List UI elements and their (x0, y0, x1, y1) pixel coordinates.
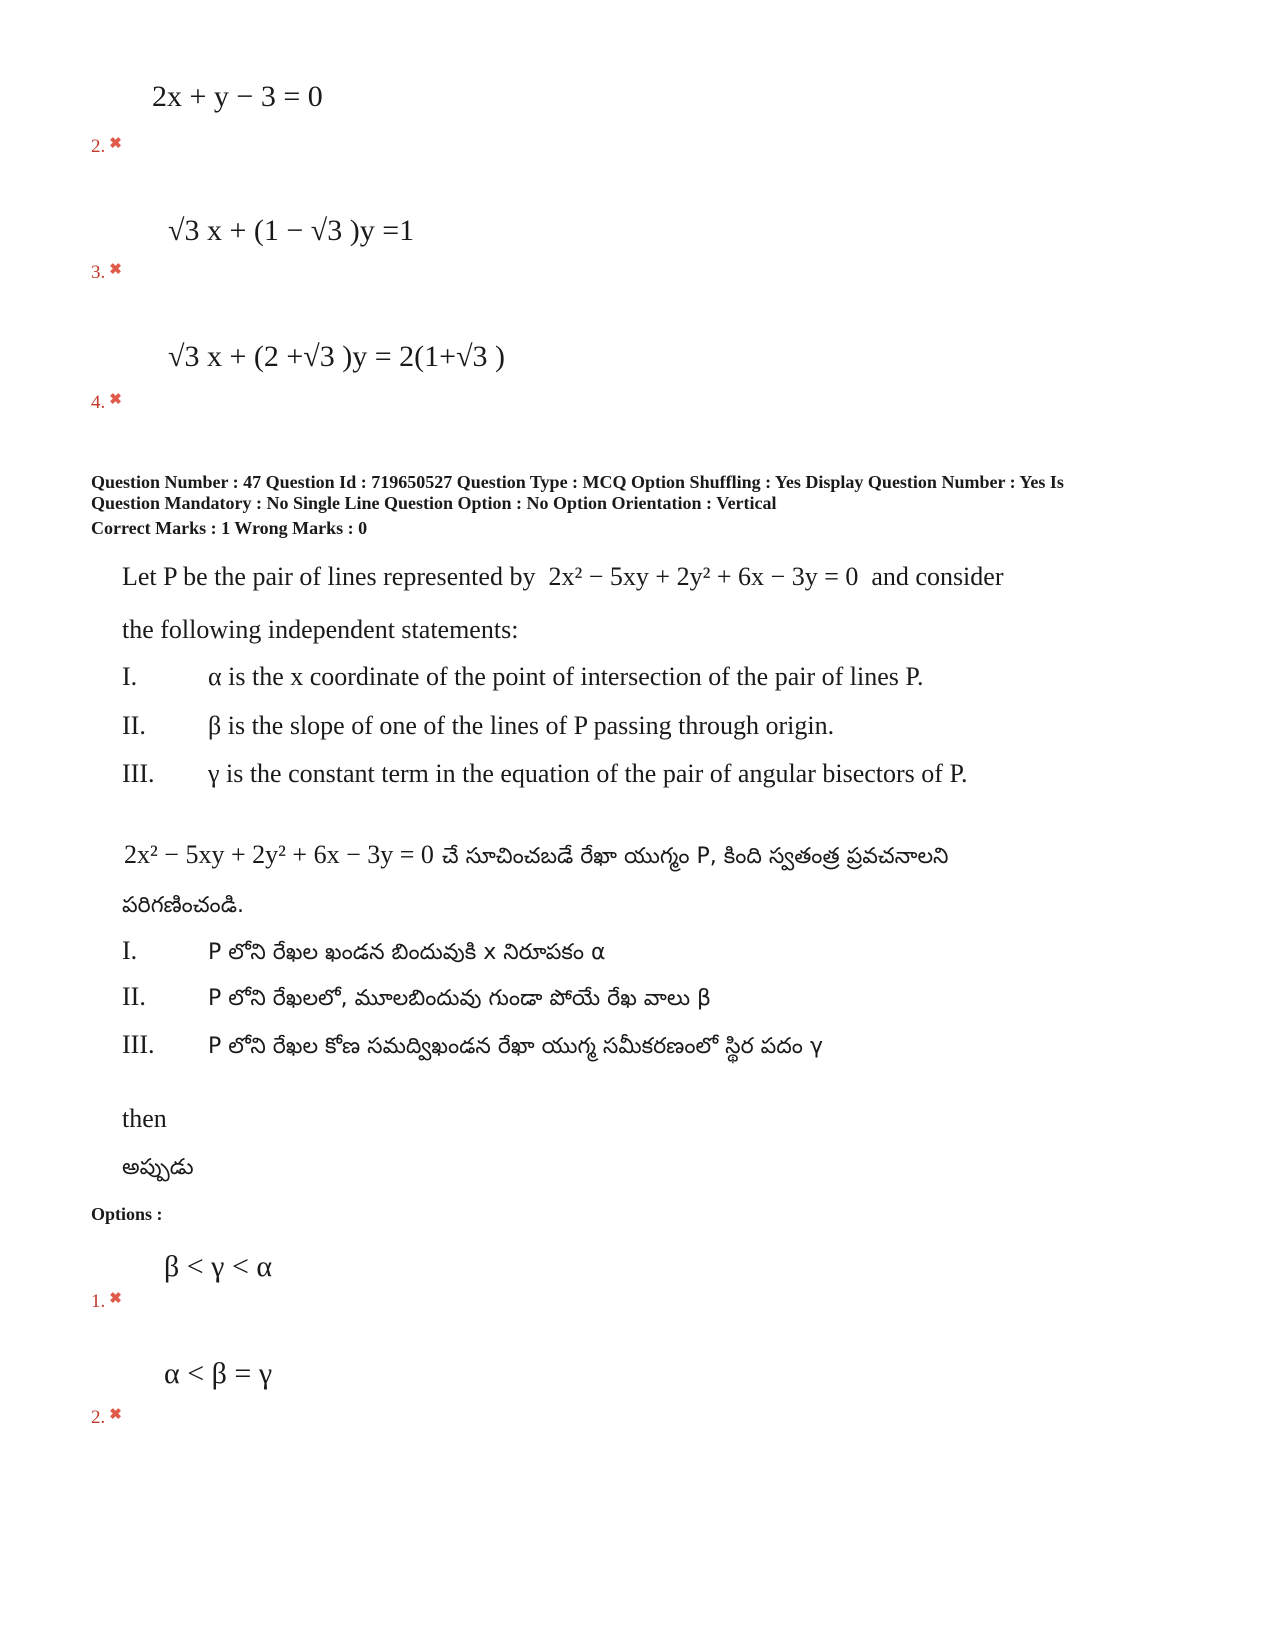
question-intro-en: Let P be the pair of lines represented by 2x² − 5xy + 2y² + 6x − 3y = 0 and consider (122, 562, 1004, 591)
question-intro-te-line2: పరిగణించండి. (122, 893, 244, 918)
then-en: then (122, 1104, 167, 1133)
options-label: Options : (91, 1204, 163, 1224)
wrong-cross-icon: ✖ (109, 1407, 122, 1423)
question-equation-te: 2x² − 5xy + 2y² + 6x − 3y = 0 (124, 840, 434, 869)
question-meta-line2: Question Mandatory : No Single Line Question Option : No Option Orientation : Vertical (91, 493, 777, 513)
option-number: 3. (91, 262, 106, 283)
question-meta-line1: Question Number : 47 Question Id : 719650527 Question Type : MCQ Option Shuffling : Yes Display Question Number : Yes Is (91, 472, 1064, 492)
option-2[interactable] (91, 1405, 122, 1429)
option-1-text: β < γ < α (164, 1250, 273, 1283)
option-number: 1. (91, 1291, 106, 1312)
option-number: 2. (91, 136, 106, 157)
prev-option-2-equation: 2x + y − 3 = 0 (152, 80, 323, 113)
question-intro-te: 2x² − 5xy + 2y² + 6x − 3y = 0 చే సూచించబడే రేఖా యుగ్మం P, కింది స్వతంత్ర ప్రవచనాలని (124, 840, 949, 869)
statement-te-2: II. P లోని రేఖలలో, మూలబిందువు గుండా పోయే రేఖ వాలు β (122, 982, 712, 1011)
then-te: అప్పుడు (122, 1155, 194, 1180)
statement-te-3: III. P లోని రేఖల కోణ సమద్విఖండన రేఖా యుగ్మ సమీకరణంలో స్థిర పదం γ (122, 1030, 823, 1059)
statement-en-2: II. β is the slope of one of the lines of P passing through origin. (122, 711, 835, 740)
option-number: 4. (91, 392, 106, 413)
prev-option-3[interactable] (91, 260, 122, 284)
option-1[interactable] (91, 1289, 122, 1313)
wrong-cross-icon: ✖ (109, 262, 122, 278)
prev-option-4-equation: √3 x + (2 +√3 )y = 2(1+√3 ) (168, 340, 506, 373)
prev-option-2[interactable] (91, 134, 122, 158)
prev-option-3-equation: √3 x + (1 − √3 )y =1 (168, 214, 415, 247)
wrong-cross-icon: ✖ (109, 136, 122, 152)
statement-te-1: I. P లోని రేఖల ఖండన బిందువుకి x నిరూపకం α (122, 936, 606, 965)
question-intro-en-line2: the following independent statements: (122, 615, 519, 644)
statement-en-1: I. α is the x coordinate of the point of intersection of the pair of lines P. (122, 662, 924, 691)
wrong-cross-icon: ✖ (109, 392, 122, 408)
prev-option-4[interactable] (91, 390, 122, 414)
option-2-text: α < β = γ (164, 1357, 273, 1390)
statement-en-3: III. γ is the constant term in the equation of the pair of angular bisectors of P. (122, 759, 968, 788)
wrong-cross-icon: ✖ (109, 1291, 122, 1307)
question-marks: Correct Marks : 1 Wrong Marks : 0 (91, 518, 368, 538)
question-equation-en: 2x² − 5xy + 2y² + 6x − 3y = 0 (548, 562, 859, 591)
option-number: 2. (91, 1407, 106, 1428)
